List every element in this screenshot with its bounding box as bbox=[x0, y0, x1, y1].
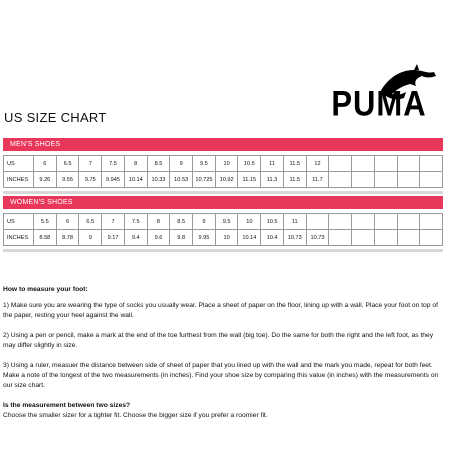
size-cell: 11 bbox=[261, 156, 284, 172]
size-cell: 9 bbox=[170, 156, 193, 172]
size-cell: 11.3 bbox=[261, 172, 284, 188]
mens-section bbox=[3, 138, 443, 194]
size-cell: 10.53 bbox=[170, 172, 193, 188]
size-cell bbox=[329, 156, 352, 172]
size-cell: 9.4 bbox=[124, 230, 147, 246]
instructions-heading: How to measure your foot: bbox=[3, 286, 88, 293]
size-cell: 9 bbox=[193, 214, 216, 230]
size-cell: 10.4 bbox=[261, 230, 284, 246]
size-cell: 8.78 bbox=[56, 230, 79, 246]
size-cell: 10.73 bbox=[306, 230, 329, 246]
size-cell bbox=[420, 214, 443, 230]
size-cell: 10.725 bbox=[193, 172, 216, 188]
size-cell: 11.5 bbox=[283, 156, 306, 172]
size-cell: 10 bbox=[238, 214, 261, 230]
size-cell bbox=[374, 172, 397, 188]
size-cell: 10.33 bbox=[147, 172, 170, 188]
size-cell: 6.5 bbox=[79, 214, 102, 230]
womens-size-table bbox=[3, 213, 443, 246]
mens-table-shadow bbox=[3, 191, 443, 194]
table-row bbox=[4, 214, 443, 230]
size-cell: 11.15 bbox=[238, 172, 261, 188]
size-cell: 9.5 bbox=[215, 214, 238, 230]
size-cell bbox=[329, 172, 352, 188]
size-cell: 9.17 bbox=[102, 230, 125, 246]
size-cell: 9.8 bbox=[170, 230, 193, 246]
womens-table-shadow bbox=[3, 249, 443, 252]
instruction-step-3: 3) Using a ruler, measuer the distance between side of sheet of paper that you lined up with the wall and the mark you made, repeat for both feet. Make a note of the longest of the two measurements (in inches). Find your shoe size by comparing this value (in inches) with the measurements on our size chart. bbox=[3, 362, 439, 389]
womens-section-header: WOMEN'S SHOES bbox=[3, 196, 443, 209]
size-cell bbox=[352, 214, 375, 230]
size-cell: 8.58 bbox=[34, 230, 57, 246]
size-cell: 12 bbox=[306, 156, 329, 172]
size-cell bbox=[397, 214, 420, 230]
page-title: US SIZE CHART bbox=[4, 110, 107, 125]
size-cell bbox=[397, 230, 420, 246]
size-cell: 10.14 bbox=[124, 172, 147, 188]
size-cell: 7 bbox=[79, 156, 102, 172]
size-cell: 10 bbox=[215, 230, 238, 246]
size-cell bbox=[397, 172, 420, 188]
table-row bbox=[4, 172, 443, 188]
womens-section bbox=[3, 196, 443, 252]
size-cell: 9 bbox=[79, 230, 102, 246]
instruction-step-1: 1) Make sure you are wearing the type of socks you usually wear. Place a sheet of paper on the floor, lining up with a wall. Place your foot on top of the paper, resting your heel against the wall. bbox=[3, 302, 438, 319]
size-cell: 6.5 bbox=[56, 156, 79, 172]
row-label: US bbox=[4, 214, 34, 230]
row-label: INCHES bbox=[4, 172, 34, 188]
size-cell: 7.5 bbox=[102, 156, 125, 172]
row-label: INCHES bbox=[4, 230, 34, 246]
size-cell: 6 bbox=[56, 214, 79, 230]
size-cell bbox=[374, 214, 397, 230]
size-cell bbox=[352, 172, 375, 188]
brand-wordmark: PUMA bbox=[331, 83, 427, 124]
size-cell: 9.55 bbox=[56, 172, 79, 188]
size-cell bbox=[352, 230, 375, 246]
size-cell: 7 bbox=[102, 214, 125, 230]
instructions-block bbox=[3, 285, 445, 431]
row-label: US bbox=[4, 156, 34, 172]
mens-section-header: MEN'S SHOES bbox=[3, 138, 443, 151]
size-cell: 10.5 bbox=[261, 214, 284, 230]
instruction-step-2: 2) Using a pen or pencil, make a mark at the end of the toe furthest from the wall (big toe). Do the same for both the right and the left foot, as they may differ slightly in size. bbox=[3, 332, 434, 349]
size-cell: 10.92 bbox=[215, 172, 238, 188]
size-cell: 6 bbox=[34, 156, 57, 172]
size-cell bbox=[329, 214, 352, 230]
size-cell: 9.945 bbox=[102, 172, 125, 188]
size-cell bbox=[374, 156, 397, 172]
size-cell: 9.5 bbox=[193, 156, 216, 172]
table-row bbox=[4, 156, 443, 172]
size-cell: 10.73 bbox=[283, 230, 306, 246]
size-cell bbox=[397, 156, 420, 172]
size-cell bbox=[420, 172, 443, 188]
size-cell: 10.14 bbox=[238, 230, 261, 246]
size-cell: 9.75 bbox=[79, 172, 102, 188]
size-cell: 8.5 bbox=[170, 214, 193, 230]
size-cell bbox=[306, 214, 329, 230]
size-cell: 8 bbox=[147, 214, 170, 230]
size-cell: 7.5 bbox=[124, 214, 147, 230]
size-cell: 11.5 bbox=[283, 172, 306, 188]
table-row bbox=[4, 230, 443, 246]
size-cell: 5.5 bbox=[34, 214, 57, 230]
size-cell bbox=[352, 156, 375, 172]
size-cell: 10.5 bbox=[238, 156, 261, 172]
fit-question: Is the measurement between two sizes? bbox=[3, 402, 131, 409]
size-cell: 8 bbox=[124, 156, 147, 172]
size-cell: 11 bbox=[283, 214, 306, 230]
fit-answer: Choose the smaller sizer for a tighter fit. Choose the bigger size if you prefer a roomier fit. bbox=[3, 412, 268, 419]
size-cell bbox=[329, 230, 352, 246]
size-cell: 9.26 bbox=[34, 172, 57, 188]
size-cell: 9.6 bbox=[147, 230, 170, 246]
size-cell: 10 bbox=[215, 156, 238, 172]
size-cell bbox=[374, 230, 397, 246]
size-cell bbox=[420, 230, 443, 246]
mens-size-table bbox=[3, 155, 443, 188]
size-cell bbox=[420, 156, 443, 172]
size-cell: 8.5 bbox=[147, 156, 170, 172]
size-cell: 11.7 bbox=[306, 172, 329, 188]
size-cell: 9.95 bbox=[193, 230, 216, 246]
